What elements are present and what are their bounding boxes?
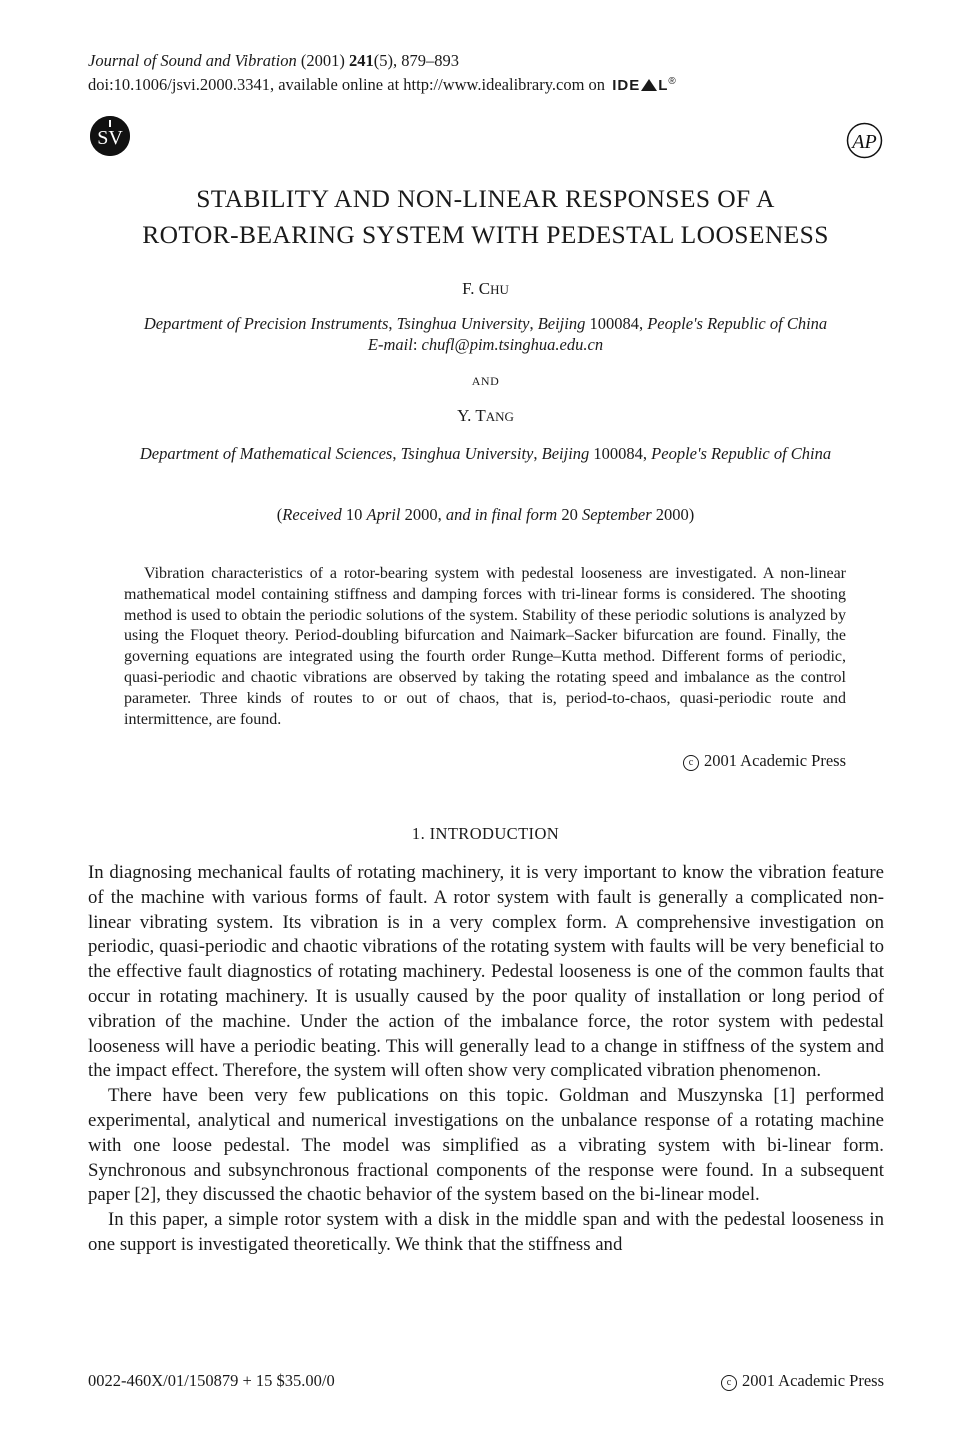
author-1-city: Beijing xyxy=(537,314,586,333)
author-2-country: People's Republic of China xyxy=(651,444,832,463)
introduction-body xyxy=(88,861,884,1258)
journal-volume: 241 xyxy=(348,51,374,70)
author-1-email-line: E-mail: chufl@pim.tsinghua.edu.cn xyxy=(367,335,604,354)
journal-year: (2001) xyxy=(300,51,345,70)
ideal-triangle-icon xyxy=(641,79,657,91)
abstract-text: Vibration characteristics of a rotor-bearing system with pedestal looseness are investigated. A non-linear mathematical model containing stiffness and damping forces with tri-linear forms is considered. The shooting method is used to obtain the periodic solutions of the system. Stability of these periodic solutions is analyzed by using the Floquet theory. Period-doubling bifurcation and Naimark–Sacker bifurcation are found. Finally, the governing equations are integrated using the fourth order Runge–Kutta method. Different forms of periodic, quasi-periodic and chaotic vibrations are observed by taking the rotating speed and imbalance as the control parameter. Three kinds of routes to or out of chaos, that is, period-to-chaos, quasi-periodic route and intermittence, are found. xyxy=(124,565,846,728)
author-2-initial: Y. T xyxy=(457,406,486,425)
author-1-postcode: 100084 xyxy=(589,314,639,333)
sv-logo-text: SV xyxy=(97,127,123,149)
paragraph-1: In diagnosing mechanical faults of rotating machinery, it is very important to know the vibration feature of the machine with various forms of fault. A rotor system with fault is generally a complicated non-linear vibrating system. Its vibration is in a very complex form. A comprehensive investigation on periodic, quasi-periodic and chaotic vibrations of the rotating system with faults will be very beneficial to the effective fault diagnostics of rotating machinery. Pedestal looseness is one of the common faults that occur in rotating machinery. It is usually caused by the poor quality of installation or long period of vibration of the machine. Under the action of the imbalance force, the rotor system with pedestal looseness will have a periodic beating. This will generally lead to a change in stiffness of the system and the impact effect. Therefore, the system will often show very complicated vibration phenomenon. xyxy=(88,862,884,1082)
paragraph-3: In this paper, a simple rotor system with a disk in the middle span and with the pedestal looseness in one support is investigated theoretically. We think that the stiffness and xyxy=(88,1209,884,1255)
final-month: September xyxy=(581,505,652,524)
received-day: 10 xyxy=(345,505,363,524)
author-1-surname: HU xyxy=(490,282,509,297)
author-1-dept: Department of Precision Instruments xyxy=(143,314,389,333)
author-1-univ: Tsinghua University xyxy=(396,314,530,333)
author-2-postcode: 100084 xyxy=(593,444,643,463)
received-label: Received xyxy=(282,505,342,524)
final-form-label: and in final form xyxy=(445,505,558,524)
ideal-logo xyxy=(612,71,677,96)
received-year: 2000 xyxy=(404,505,438,524)
paragraph-2: There have been very few publications on this topic. Goldman and Muszynska [1] performed experimental, analytical and numerical investigations on the unbalance response of a rotating machine with one loose pedestal. The model was simplified as a vibrating system with bi-linear form. Synchronous and subsynchronous fractional components of the response were found. In a subsequent paper [2], they discussed the chaotic behavior of the system based on the bi-linear model. xyxy=(88,1085,884,1206)
abstract-copyright-text: 2001 Academic Press xyxy=(703,751,846,770)
doi-line xyxy=(88,71,677,96)
author-1-initial: F. C xyxy=(462,279,491,298)
author-2-univ: Tsinghua University xyxy=(400,444,534,463)
doi-text: doi:10.1006/jsvi.2000.3341, available online at http://www.idealibrary.com on xyxy=(88,75,606,94)
ap-logo-text: AP xyxy=(852,131,877,153)
ideal-registered-mark: ® xyxy=(668,76,677,87)
email-label: E-mail xyxy=(367,335,413,354)
author-1-name xyxy=(60,279,911,299)
received-month: April xyxy=(366,505,401,524)
paper-title-line-1: STABILITY AND NON-LINEAR RESPONSES OF A xyxy=(196,184,775,213)
author-1-affiliation: Department of Precision Instruments, Tsinghua University, Beijing 100084, People's Republic of China xyxy=(143,314,828,333)
footer-code: 0022-460X/01/150879 + 15 $35.00/0 xyxy=(88,1371,335,1390)
journal-citation xyxy=(88,50,459,71)
sv-logo-icon xyxy=(90,116,130,156)
author-2-name xyxy=(60,406,911,426)
received-dates: (Received 10 April 2000, and in final form 20 September 2000) xyxy=(276,505,695,524)
section-heading-introduction: 1. INTRODUCTION xyxy=(411,824,560,843)
author-2-city: Beijing xyxy=(541,444,590,463)
abstract-copyright xyxy=(683,751,846,771)
final-day: 20 xyxy=(561,505,578,524)
copyright-icon: c xyxy=(721,1375,737,1391)
footer-copyright xyxy=(721,1371,884,1391)
journal-name: Journal of Sound and Vibration xyxy=(88,51,297,70)
author-2-affiliation: Department of Mathematical Sciences, Tsinghua University, Beijing 100084, People's Republic of China xyxy=(139,444,832,463)
copyright-icon: c xyxy=(683,755,699,771)
author-1-country: People's Republic of China xyxy=(647,314,828,333)
journal-issue-pages: (5), 879–893 xyxy=(373,51,459,70)
final-year: 2000 xyxy=(655,505,689,524)
footer-copyright-text: 2001 Academic Press xyxy=(741,1371,884,1390)
and-separator: AND xyxy=(471,374,500,388)
author-2-dept: Department of Mathematical Sciences xyxy=(139,444,393,463)
author-1-email[interactable]: chufl@pim.tsinghua.edu.cn xyxy=(421,335,604,354)
author-2-surname: ANG xyxy=(485,409,514,424)
paper-title-line-2: ROTOR-BEARING SYSTEM WITH PEDESTAL LOOSENESS xyxy=(142,220,829,249)
ideal-logo-left: IDE xyxy=(612,77,641,94)
ap-logo-icon xyxy=(846,122,883,159)
ideal-logo-right: L xyxy=(658,77,669,94)
